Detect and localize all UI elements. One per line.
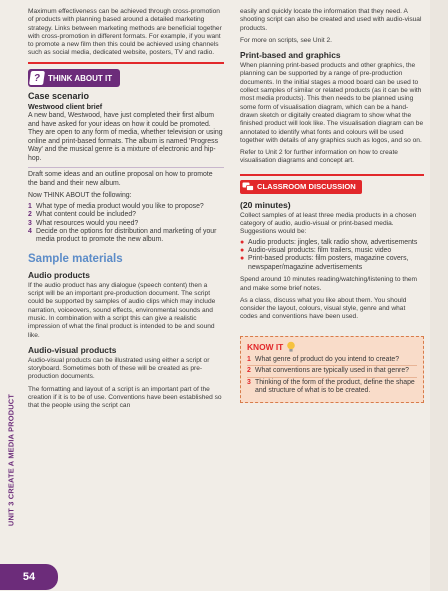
think-about-it-title: THINK ABOUT IT xyxy=(48,73,113,83)
left-column xyxy=(28,8,224,415)
think-about-it-header xyxy=(28,69,120,87)
page-number: 54 xyxy=(0,564,58,590)
list-item: ● Audio-visual products: film trailers, music video xyxy=(240,247,392,255)
discussion-duration: (20 minutes) xyxy=(240,199,291,210)
speech-bubbles-icon xyxy=(242,182,254,192)
know-it-title: KNOW IT xyxy=(247,341,284,352)
audio-visual-text-1: Audio-visual products can be illustrated using either a script or storyboard. Sometimes both of these will be created as pre-production documents. xyxy=(28,356,210,381)
bullet-icon: ● xyxy=(240,255,245,263)
list-item: 2 What content could be included? xyxy=(28,211,136,219)
print-based-heading: Print-based and graphics xyxy=(240,50,341,61)
unit2-reference: Refer to Unit 2 for further information on how to create visualisation diagrams and concept art. xyxy=(240,149,398,165)
know-it-box xyxy=(240,336,424,404)
audio-visual-text-2: The formatting and layout of a script is an important part of the creation if it is to be of use. Conventions have been established so that the people using the script can xyxy=(28,385,222,410)
audio-visual-heading: Audio-visual products xyxy=(28,344,117,355)
list-item: 3 Thinking of the form of the product, define the shape and structure of what is to be created. xyxy=(247,378,415,394)
list-item: 1 What genre of product do you intend to create? xyxy=(247,355,417,366)
client-brief-title: Westwood client brief xyxy=(28,102,103,112)
list-item: ● Audio products: jingles, talk radio show, advertisements xyxy=(240,238,418,246)
list-item: 3 What resources would you need? xyxy=(28,219,139,227)
unit-side-label: UNIT 3 CREATE A MEDIA PRODUCT xyxy=(6,393,16,527)
divider xyxy=(28,167,224,168)
think-about-it-box xyxy=(28,62,224,245)
discussion-suggestions xyxy=(240,239,424,273)
light-bulb-icon xyxy=(286,341,296,353)
right-column xyxy=(240,8,424,403)
draft-instruction: Draft some ideas and an outline proposal on how to promote the band and their new album. xyxy=(28,171,213,187)
audio-products-text: If the audio product has any dialogue (speech content) then a script will be an important pre-production document. The script could be supported by samples of audio clips which may include narration, voiceovers, sound effects, environmental sounds and music. In combination with a script this can give a realistic impression of what the final product is intended to be and sound like. xyxy=(28,281,216,339)
question-mark-icon: ? xyxy=(29,71,45,85)
list-item: 2 What conventions are typically used in that genre? xyxy=(247,366,417,377)
bullet-icon: ● xyxy=(240,247,245,255)
intro-paragraph: Maximum effectiveness can be achieved through cross-promotion of products with planning based around a detailed marketing strategy. Links between marketing methods are beneficial together with cross-promotion in different formats. For example, if you want to promote a new film then this could be achieved using channels such as social media, dedicated website, posters, TV and radio. xyxy=(28,8,222,57)
case-scenario-title: Case scenario xyxy=(28,91,90,102)
discussion-intro: Collect samples of at least three media products in a chosen category of audio, audio-visual or print-based media. Suggestions would be: xyxy=(240,211,417,236)
know-it-header xyxy=(247,341,417,353)
classroom-discussion-box xyxy=(240,174,424,322)
audio-products-heading: Audio products xyxy=(28,269,90,280)
classroom-discussion-header xyxy=(240,180,362,194)
continued-text: easily and quickly locate the information that they need. A shooting script can also be created and used with audio-visual products. xyxy=(240,8,422,32)
classroom-discussion-title: CLASSROOM DISCUSSION xyxy=(257,182,356,192)
list-item: ● Print-based products: film posters, magazine covers, newspaper/magazine advertisements xyxy=(240,255,409,271)
discussion-spend: Spend around 10 minutes reading/watching/listening to them and make some brief notes. xyxy=(240,276,418,292)
think-prompt: Now THINK ABOUT the following: xyxy=(28,192,132,200)
think-questions xyxy=(28,203,224,245)
sample-materials-heading: Sample materials xyxy=(28,252,123,265)
know-it-questions xyxy=(247,355,417,397)
print-based-text: When planning print-based products and other graphics, the planning can be supported by a range of pre-production documents. In the initial stages a mood board can be used to collect samples of similar or related products (as it can be with most media products). This then needs to be planned using some form of visualisation diagram, which can be a hand-drawn sketch or digitally created diagram to show what the finished product will look like. The visualisation diagram can be annotated to identify what fonts and colours will be used together with details of any graphics such as logos, and so on. xyxy=(240,62,424,144)
page-edge xyxy=(430,0,448,591)
list-item: 4 Decide on the options for distribution and marketing of your media product to promote the new album. xyxy=(28,228,217,244)
client-brief-text: A new band, Westwood, have just completed their first album and have asked for your ideas on how it could be promoted. They are open to any form of media, whether television or using online and print-based formats. The album is named 'Progress Way' and the musical genre is a mixture of electronic and hip-hop. xyxy=(28,112,223,162)
discussion-discuss: As a class, discuss what you like about them. You should consider the layout, colours, visual style, genre and what codes and conventions have been used. xyxy=(240,296,407,321)
scripts-reference: For more on scripts, see Unit 2. xyxy=(240,36,332,44)
list-item: 1 What type of media product would you like to propose? xyxy=(28,202,204,210)
bullet-icon: ● xyxy=(240,238,245,246)
